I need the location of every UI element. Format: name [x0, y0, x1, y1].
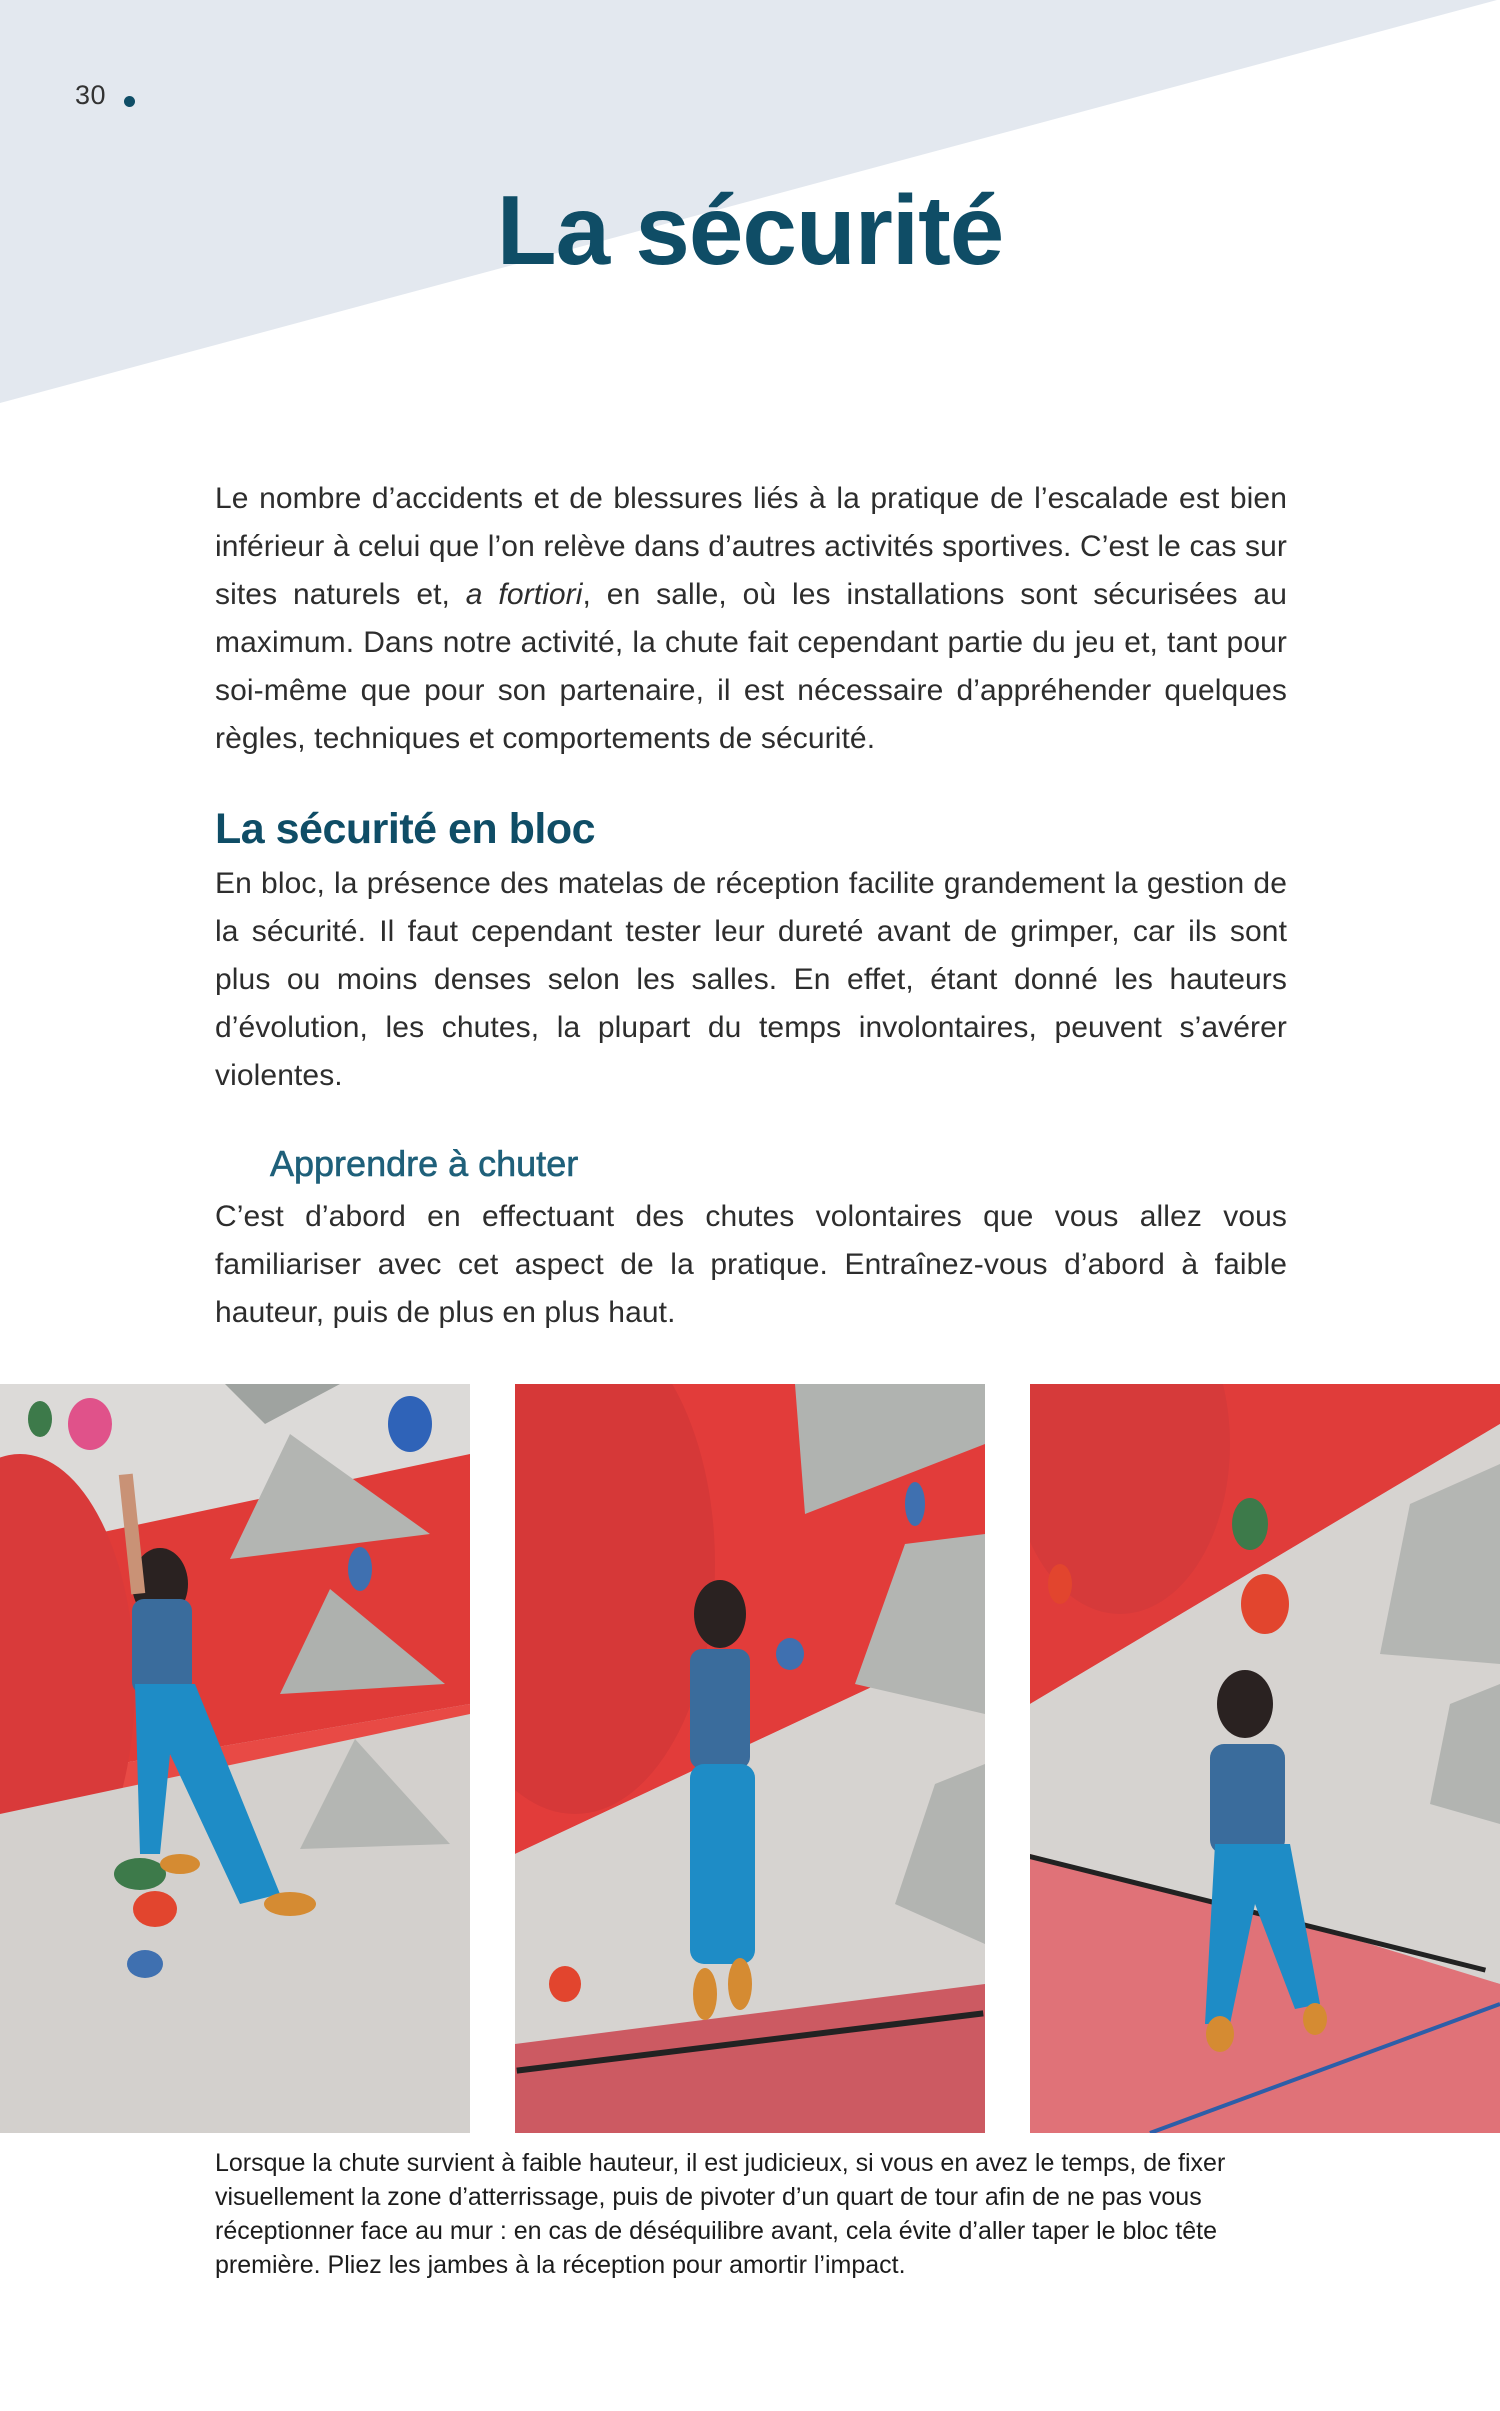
- section-paragraph: En bloc, la présence des matelas de réception facilite grandement la gestion de la sécurité. Il faut cependant tester leur dureté avant de grimper, car ils sont plus ou moins denses selon les salles. En effet, étant donné les hauteurs d’évolution, les chutes, la plupart du temps involontaires, peuvent s’avérer violentes.: [215, 867, 1287, 1092]
- photo-climber-on-wall: [0, 1384, 470, 2133]
- section-heading-securite-bloc: La sécurité en bloc: [215, 805, 596, 853]
- subsection-paragraph: C’est d’abord en effectuant des chutes volontaires que vous allez vous familiariser avec cet aspect de la pratique. Entraînez-vous d’abord à faible hauteur, puis de plus en plus haut.: [215, 1200, 1287, 1329]
- intro-italic-term: a fortiori: [465, 578, 583, 611]
- photo-climber-landing: [1030, 1384, 1500, 2133]
- page-title: La sécurité: [496, 175, 1004, 285]
- intro-text-end: , en salle, où les installations sont sécurisées au maximum. Dans notre activité, la chute fait cependant partie du jeu et, tant pour soi-même que pour son partenaire, il est nécessaire d’appréhender quelques règles, techniques et comportements de sécurité.: [215, 578, 1287, 755]
- photo-caption: Lorsque la chute survient à faible hauteur, il est judicieux, si vous en avez le temps, de fixer visuellement la zone d’atterrissage, puis de pivoter d’un quart de tour afin de ne pas vous réceptionner face au mur : en cas de déséquilibre avant, cela évite d’aller taper le bloc tête première. Pliez les jambes à la réception pour amortir l’impact.: [215, 2149, 1226, 2279]
- photo-climber-jumping: [515, 1384, 985, 2133]
- intro-paragraph: [215, 475, 1287, 763]
- intro-text-start: Le nombre d’accidents et de blessures liés à la pratique de l’escalade est bien inférieur à celui que l’on relève dans d’autres activités sportives. C’est le cas sur sites naturels et,: [215, 482, 1287, 611]
- page-number-dot-icon: [124, 96, 135, 107]
- page-number: 30: [75, 80, 107, 110]
- subsection-heading-apprendre-chuter: Apprendre à chuter: [270, 1143, 579, 1184]
